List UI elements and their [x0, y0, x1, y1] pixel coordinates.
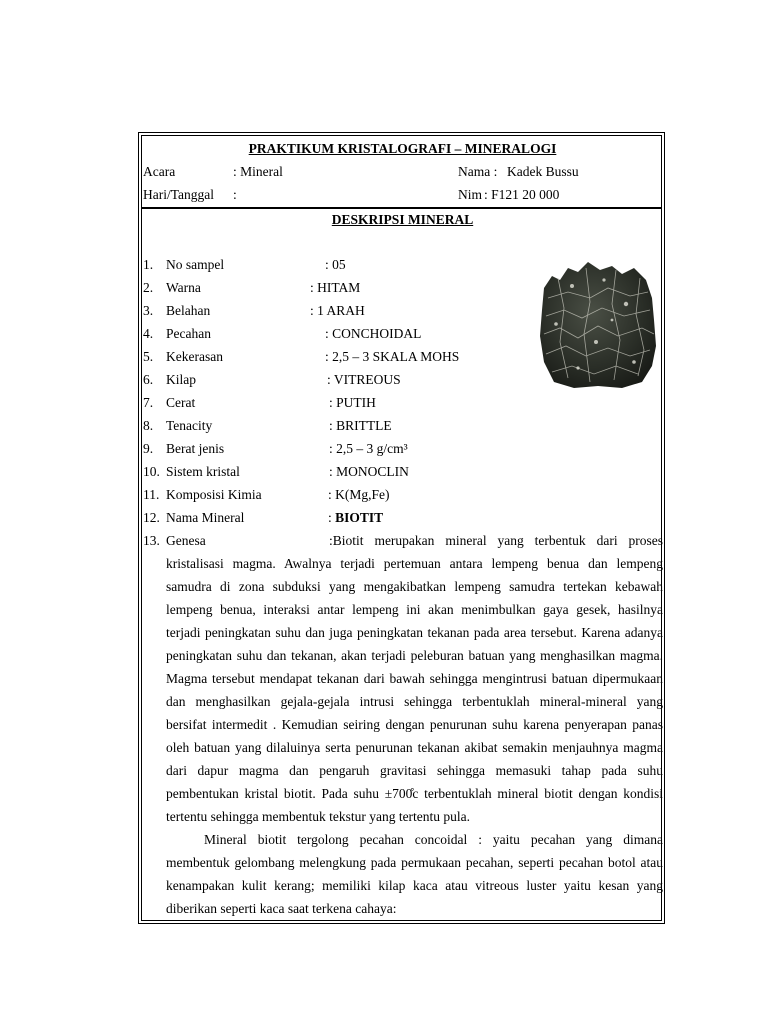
nama-label: Nama :	[458, 164, 498, 179]
paragraph-line: kenampakan kulit kerang; memiliki kilap kaca atau vitreous luster yaitu kesan yang	[166, 878, 663, 893]
prop-num: 13.	[143, 533, 160, 548]
genesa-line: tertentu sehingga membentuk tekstur yang tertentu pula.	[166, 809, 471, 824]
nim-value: : F121 20 000	[484, 187, 560, 202]
genesa-line: bersifat intermedit . Kemudian seiring dengan penurunan suhu karena penyerapan panas	[166, 717, 663, 732]
prop-value: : CONCHOIDAL	[325, 326, 422, 341]
section-title: DESKRIPSI MINERAL	[331, 212, 474, 227]
prop-num: 3.	[143, 303, 154, 318]
genesa-line: dari dapur magma dan pengaruh gravitasi sehingga memasuki tahap pada suhu	[166, 763, 663, 778]
mineral-name: BIOTIT	[335, 510, 384, 525]
prop-label: Kilap	[166, 372, 196, 387]
genesa-line: lempeng benua, interaksi antar lempeng ini akan menimbulkan gaya gesek, hasilnya	[166, 602, 663, 617]
prop-label: Kekerasan	[166, 349, 223, 364]
prop-value: : VITREOUS	[327, 372, 401, 387]
prop-label: Belahan	[166, 303, 211, 318]
prop-num: 8.	[143, 418, 154, 433]
prop-value	[328, 510, 383, 526]
acara-label: Acara	[143, 164, 176, 179]
prop-value-prefix: :	[328, 510, 336, 525]
prop-num: 10.	[143, 464, 160, 479]
prop-value: : 2,5 – 3 SKALA MOHS	[325, 349, 460, 364]
prop-label: Berat jenis	[166, 441, 225, 456]
document-title: PRAKTIKUM KRISTALOGRAFI – MINERALOGI	[248, 141, 557, 156]
prop-num: 4.	[143, 326, 154, 341]
hari-value: :	[233, 187, 237, 202]
genesa-line: terjadi peningkatan suhu dan juga peningkatan tekanan pada area tersebut. Karena adanya	[166, 625, 663, 640]
prop-label: Sistem kristal	[166, 464, 240, 479]
genesa-line: Magma tersebut mendapat tekanan dari bawah sehingga mengintrusi batuan dipermukaan	[166, 671, 663, 686]
prop-num: 5.	[143, 349, 154, 364]
prop-value: : HITAM	[310, 280, 361, 295]
prop-num: 12.	[143, 510, 160, 525]
genesa-line: peningkatan suhu dan tekanan, akan terjadi peleburan batuan yang menghasilkan magma.	[166, 648, 663, 663]
paragraph-line: diberikan seperti kaca saat terkena cahaya:	[166, 901, 397, 916]
prop-label: Warna	[166, 280, 201, 295]
prop-num: 6.	[143, 372, 154, 387]
document-inner-frame	[141, 135, 662, 921]
genesa-line: samudra di zona subduksi yang mengakibatkan lempeng samudra tertekan kebawah	[166, 579, 663, 594]
nim-label: Nim	[458, 187, 483, 202]
prop-label: No sampel	[166, 257, 225, 272]
prop-num: 9.	[143, 441, 154, 456]
prop-value: : BRITTLE	[329, 418, 392, 433]
genesa-line: dan menghasilkan gejala-gejala intrusi sehingga terbentuklah mineral-mineral yang	[166, 694, 663, 709]
nama-value: Kadek Bussu	[507, 164, 579, 179]
prop-num: 7.	[143, 395, 154, 410]
prop-label: Genesa	[166, 533, 206, 548]
prop-value: : K(Mg,Fe)	[328, 487, 390, 502]
prop-value: : 05	[325, 257, 346, 272]
prop-value: : 1 ARAH	[310, 303, 365, 318]
document-frame	[138, 132, 665, 924]
biotite-rock-image	[538, 258, 658, 390]
genesa-line: kristalisasi magma. Awalnya terjadi pertemuan antara lempeng benua dan lempeng	[166, 556, 663, 571]
prop-num: 11.	[143, 487, 160, 502]
prop-value: : MONOCLIN	[329, 464, 409, 479]
genesa-first-line: :Biotit merupakan mineral yang terbentuk dari proses	[329, 533, 663, 548]
hari-label: Hari/Tanggal	[143, 187, 215, 202]
prop-label: Tenacity	[166, 418, 213, 433]
prop-label: Pecahan	[166, 326, 211, 341]
prop-value: : PUTIH	[329, 395, 376, 410]
prop-num: 2.	[143, 280, 154, 295]
genesa-line: pembentukan kristal biotit. Pada suhu ±700̊c terbentuklah mineral biotit dengan kondisi	[166, 786, 663, 801]
prop-label: Komposisi Kimia	[166, 487, 262, 502]
prop-value: : 2,5 – 3 g/cm³	[329, 441, 408, 456]
header-divider	[142, 207, 661, 209]
paragraph-line: membentuk gelombang melengkung pada permukaan pecahan, seperti pecahan botol atau	[166, 855, 663, 870]
prop-label: Cerat	[166, 395, 196, 410]
mineral-photo	[538, 258, 658, 390]
genesa-line: oleh batuan yang dilaluinya serta penurunan tekanan akibat semakin menjauhnya magma	[166, 740, 663, 755]
prop-label: Nama Mineral	[166, 510, 245, 525]
prop-num: 1.	[143, 257, 154, 272]
paragraph-line: Mineral biotit tergolong pecahan concoidal : yaitu pecahan yang dimana	[204, 832, 663, 847]
acara-value: : Mineral	[233, 164, 283, 179]
